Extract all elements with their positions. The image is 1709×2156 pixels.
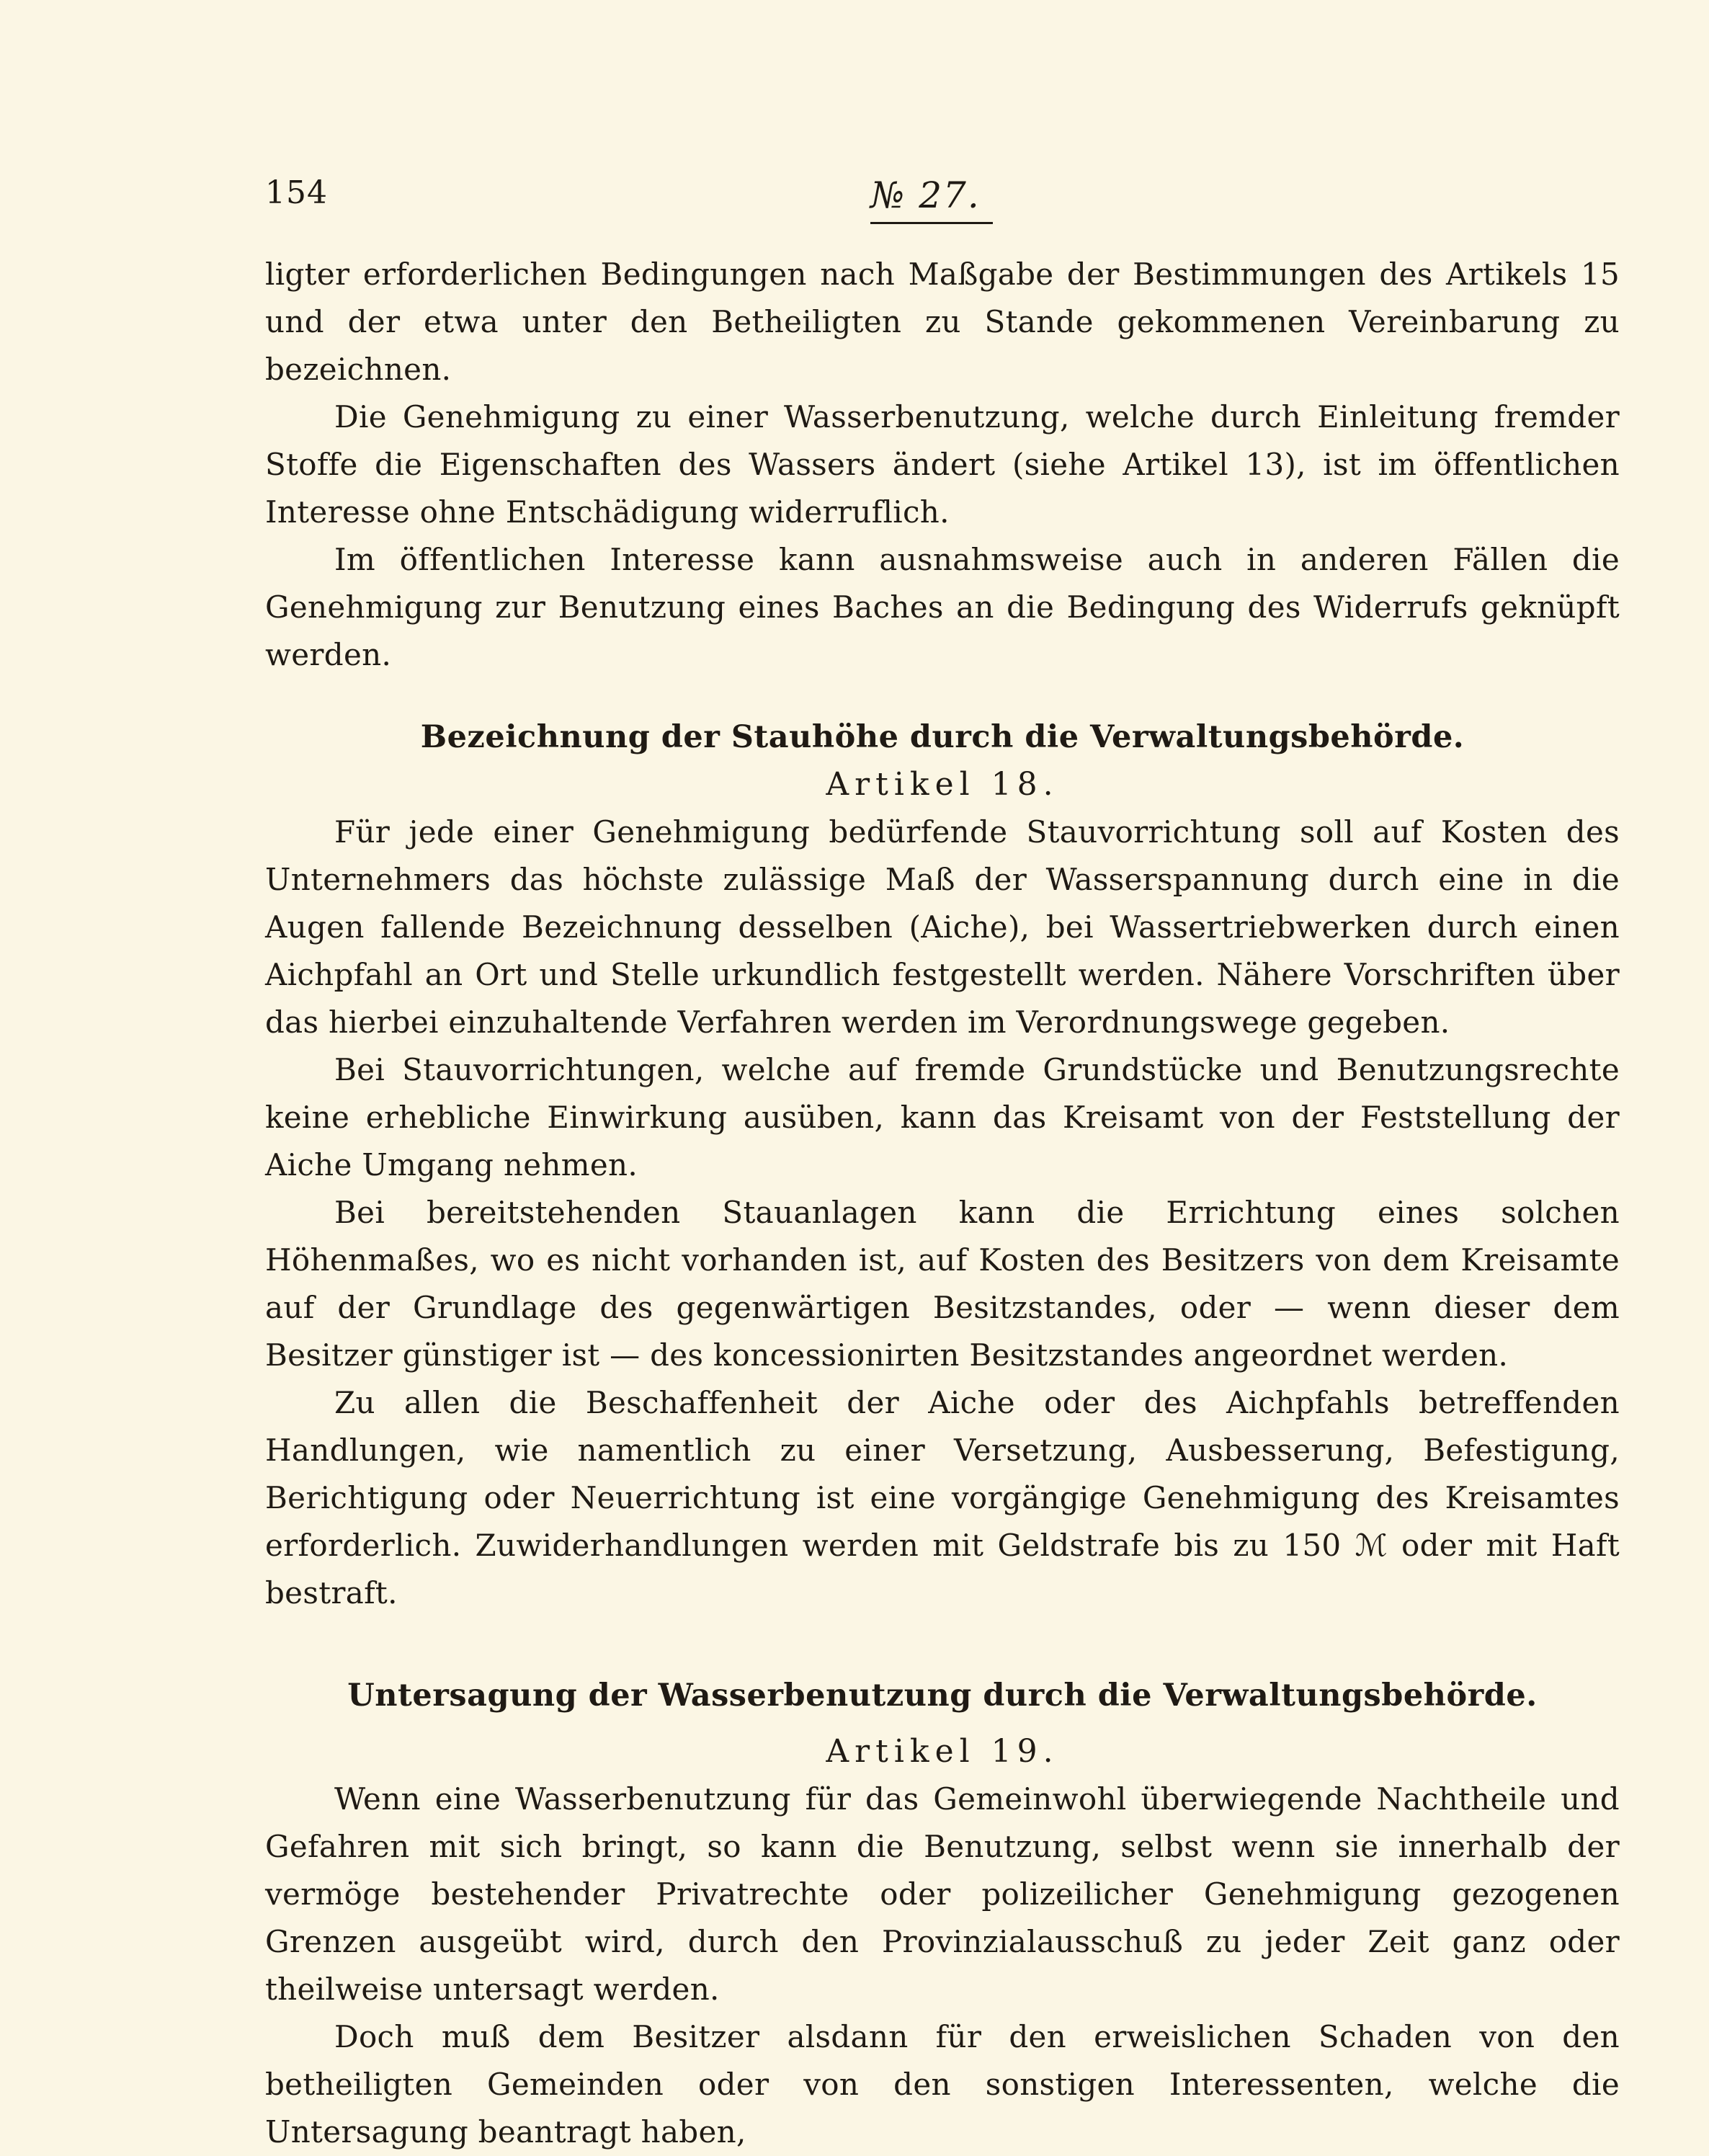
paragraph: ligter erforderlichen Bedingungen nach Maßgabe der Bestimmungen des Artikels 15 und der etwa unter den Betheiligten zu Stande gekommenen Vereinbarung zu bezeichnen.	[265, 257, 1620, 387]
issue-number: № 27.	[870, 174, 981, 216]
paragraph: Wenn eine Wasserbenutzung für das Gemeinwohl überwiegende Nachtheile und Gefahren mit sich bringt, so kann die Benutzung, selbst wenn sie innerhalb der vermöge bestehender Privatrechte oder polizeilicher Genehmigung gezogenen Grenzen ausgeübt wird, durch den Provinzialausschuß zu jeder Zeit ganz oder theilweise untersagt werden.	[265, 1781, 1620, 2007]
page-body	[265, 251, 1620, 2156]
issue-underline	[870, 222, 993, 224]
paragraph: Im öffentlichen Interesse kann ausnahmsweise auch in anderen Fällen die Genehmigung zur Benutzung eines Baches an die Bedingung des Widerrufs geknüpft werden.	[265, 542, 1620, 672]
article-label: Artikel 19.	[826, 1733, 1059, 1770]
article-label: Artikel 18.	[826, 766, 1059, 803]
paragraph: Doch muß dem Besitzer alsdann für den erweislichen Schaden von den betheiligten Gemeinden oder von den sonstigen Interessenten, welche die Untersagung beantragt haben,	[265, 2019, 1620, 2150]
page-header	[265, 167, 1620, 225]
page-number: 154	[265, 174, 328, 211]
section-heading: Untersagung der Wasserbenutzung durch die Verwaltungsbehörde.	[347, 1678, 1538, 1714]
paragraph: Die Genehmigung zu einer Wasserbenutzung, welche durch Einleitung fremder Stoffe die Eigenschaften des Wassers ändert (siehe Artikel 13), ist im öffentlichen Interesse ohne Entschädigung widerruflich.	[265, 399, 1620, 530]
paragraph: Bei Stauvorrichtungen, welche auf fremde Grundstücke und Benutzungsrechte keine erhebliche Einwirkung ausüben, kann das Kreisamt von der Feststellung der Aiche Umgang nehmen.	[265, 1052, 1620, 1182]
paragraph: Bei bereitstehenden Stauanlagen kann die Errichtung eines solchen Höhenmaßes, wo es nicht vorhanden ist, auf Kosten des Besitzers von dem Kreisamte auf der Grundlage des gegenwärtigen Besitzstandes, oder — wenn dieser dem Besitzer günstiger ist — des koncessionirten Besitzstandes angeordnet werden.	[265, 1195, 1620, 1373]
section-heading: Bezeichnung der Stauhöhe durch die Verwaltungsbehörde.	[420, 719, 1465, 755]
paragraph: Für jede einer Genehmigung bedürfende Stauvorrichtung soll auf Kosten des Unternehmers das höchste zulässige Maß der Wasserspannung durch eine in die Augen fallende Bezeichnung desselben (Aiche), bei Wassertriebwerken durch einen Aichpfahl an Ort und Stelle urkundlich festgestellt werden. Nähere Vorschriften über das hierbei einzuhaltende Verfahren werden im Verordnungswege gegeben.	[265, 814, 1620, 1040]
paragraph: Zu allen die Beschaffenheit der Aiche oder des Aichpfahls betreffenden Handlungen, wie namentlich zu einer Versetzung, Ausbesserung, Befestigung, Berichtigung oder Neuerrichtung ist eine vorgängige Genehmigung des Kreisamtes erforderlich. Zuwiderhandlungen werden mit Geldstrafe bis zu 150 ℳ oder mit Haft bestraft.	[265, 1385, 1620, 1611]
